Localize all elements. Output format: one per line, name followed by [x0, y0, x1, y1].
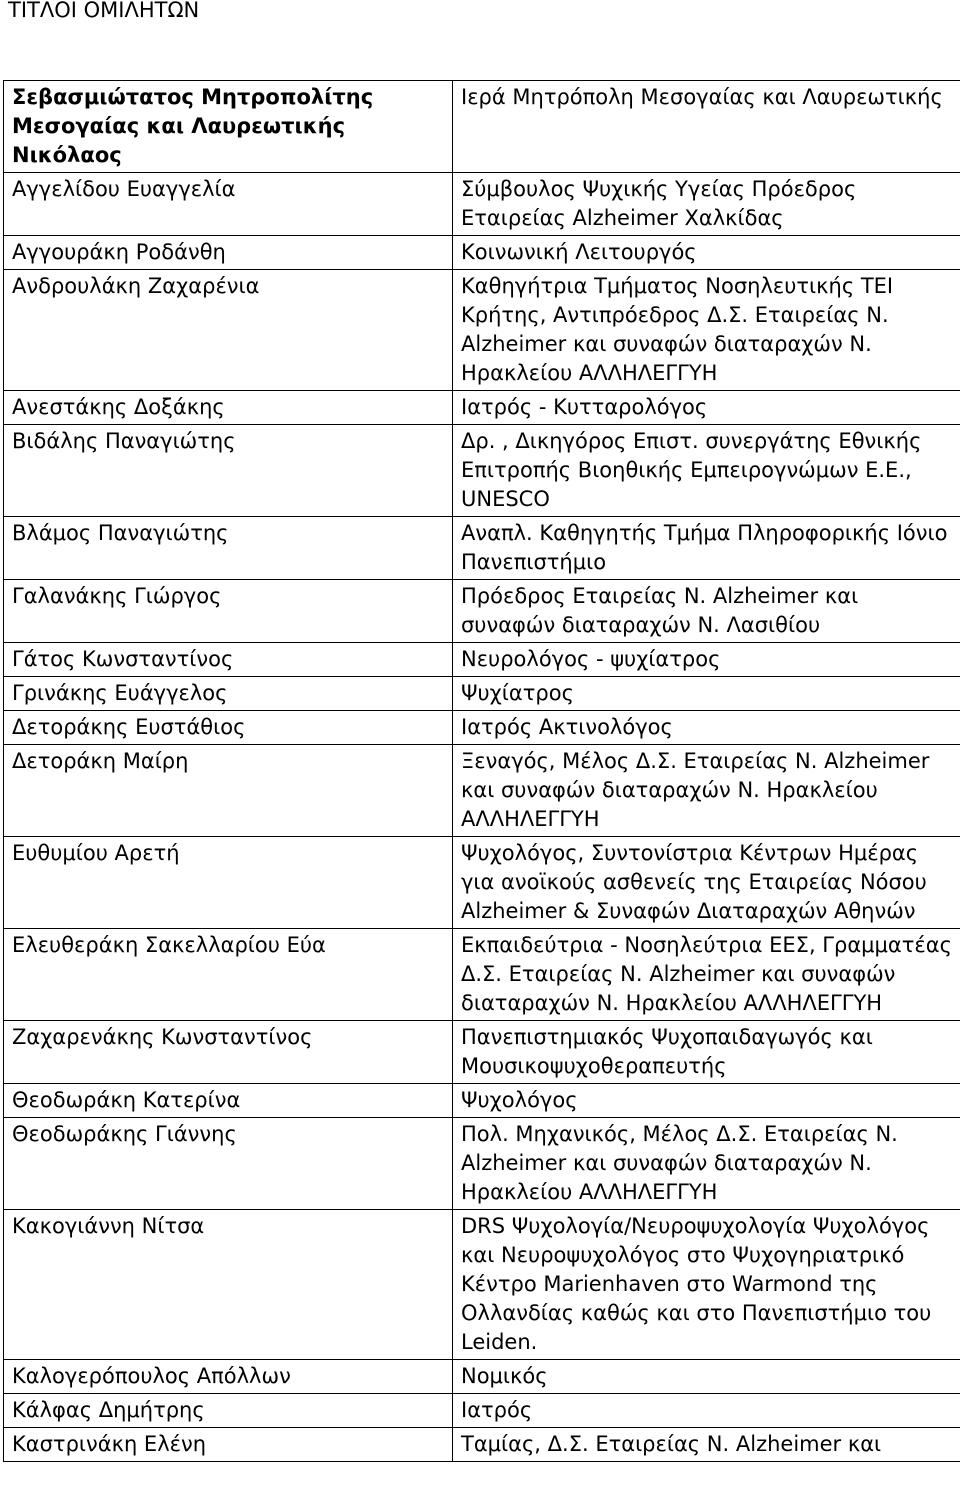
speaker-name: Ευθυμίου Αρετή — [4, 837, 453, 929]
speaker-title: Πολ. Μηχανικός, Μέλος Δ.Σ. Εταιρείας Ν. Alzheimer και συναφών διαταραχών Ν. Ηρακλείου ΑΛΛΗΛΕΓΓΥΗ — [453, 1118, 960, 1210]
speaker-name: Δετοράκης Ευστάθιος — [4, 711, 453, 745]
speaker-name: Ανδρουλάκη Ζαχαρένια — [4, 270, 453, 391]
speaker-row — [4, 837, 960, 929]
speakers-table — [3, 80, 960, 1462]
speaker-title: Εκπαιδεύτρια - Νοσηλεύτρια ΕΕΣ, Γραμματέας Δ.Σ. Εταιρείας Ν. Alzheimer και συναφών διαταραχών Ν. Ηρακλείου ΑΛΛΗΛΕΓΓΥΗ — [453, 929, 960, 1021]
speakers-table-body — [4, 81, 960, 1462]
speaker-name: Θεοδωράκη Κατερίνα — [4, 1084, 453, 1118]
speaker-row — [4, 745, 960, 837]
speaker-name: Βλάμος Παναγιώτης — [4, 517, 453, 580]
speaker-title: Νομικός — [453, 1360, 960, 1394]
speaker-row — [4, 580, 960, 643]
speaker-title: Ψυχολόγος — [453, 1084, 960, 1118]
speaker-title: Ψυχίατρος — [453, 677, 960, 711]
speaker-name: Θεοδωράκης Γιάννης — [4, 1118, 453, 1210]
speaker-row — [4, 1118, 960, 1210]
speaker-row — [4, 425, 960, 517]
speaker-name: Αγγελίδου Ευαγγελία — [4, 173, 453, 236]
speaker-row — [4, 643, 960, 677]
speaker-name: Γρινάκης Ευάγγελος — [4, 677, 453, 711]
speaker-title: Σύμβουλος Ψυχικής Υγείας Πρόεδρος Εταιρείας Alzheimer Χαλκίδας — [453, 173, 960, 236]
speaker-title: Ταμίας, Δ.Σ. Εταιρείας Ν. Alzheimer και — [453, 1428, 960, 1462]
speaker-name: Καστρινάκη Ελένη — [4, 1428, 453, 1462]
speaker-row — [4, 1021, 960, 1084]
speaker-title: Νευρολόγος - ψυχίατρος — [453, 643, 960, 677]
speaker-name: Γάτος Κωνσταντίνος — [4, 643, 453, 677]
speaker-name: Ζαχαρενάκης Κωνσταντίνος — [4, 1021, 453, 1084]
speaker-title: Ξεναγός, Μέλος Δ.Σ. Εταιρείας Ν. Alzheimer και συναφών διαταραχών Ν. Ηρακλείου ΑΛΛΗΛΕΓΓΥΗ — [453, 745, 960, 837]
speaker-title: Ιατρός - Κυτταρολόγος — [453, 391, 960, 425]
speaker-title: Ψυχολόγος, Συντονίστρια Κέντρων Ημέρας για ανοϊκούς ασθενείς της Εταιρείας Νόσου Alzheimer & Συναφών Διαταραχών Αθηνών — [453, 837, 960, 929]
speaker-name: Κάλφας Δημήτρης — [4, 1394, 453, 1428]
speaker-name: Αγγουράκη Ροδάνθη — [4, 236, 453, 270]
speaker-row — [4, 391, 960, 425]
speaker-row — [4, 1428, 960, 1462]
speaker-row — [4, 236, 960, 270]
page-title: ΤΙΤΛΟΙ ΟΜΙΛΗΤΩΝ — [8, 0, 200, 22]
speaker-row — [4, 81, 960, 173]
speaker-row — [4, 270, 960, 391]
speaker-name: Ελευθεράκη Σακελλαρίου Εύα — [4, 929, 453, 1021]
speaker-row — [4, 1084, 960, 1118]
speaker-title: Δρ. , Δικηγόρος Επιστ. συνεργάτης Εθνικής Επιτροπής Βιοηθικής Εμπειρογνώμων Ε.Ε., UNESCO — [453, 425, 960, 517]
speaker-name-bold: Σεβασμιώτατος Μητροπολίτης Μεσογαίας και Λαυρεωτικής Νικόλαος — [12, 85, 374, 167]
speaker-row — [4, 929, 960, 1021]
speaker-name: Δετοράκη Μαίρη — [4, 745, 453, 837]
speaker-row — [4, 1360, 960, 1394]
speaker-title: Πρόεδρος Εταιρείας Ν. Alzheimer και συναφών διαταραχών Ν. Λασιθίου — [453, 580, 960, 643]
speaker-row — [4, 677, 960, 711]
speaker-name: Βιδάλης Παναγιώτης — [4, 425, 453, 517]
speaker-title: Αναπλ. Καθηγητής Τμήμα Πληροφορικής Ιόνιο Πανεπιστήμιο — [453, 517, 960, 580]
speaker-title: Κοινωνική Λειτουργός — [453, 236, 960, 270]
speaker-title: DRS Ψυχολογία/Νευροψυχολογία Ψυχολόγος και Νευροψυχολόγος στο Ψυχογηριατρικό Κέντρο Marienhaven στο Warmond της Ολλανδίας καθώς και στο Πανεπιστήμιο του Leiden. — [453, 1210, 960, 1360]
speaker-row — [4, 711, 960, 745]
speaker-name: Κακογιάννη Νίτσα — [4, 1210, 453, 1360]
speaker-row — [4, 1210, 960, 1360]
speaker-row — [4, 173, 960, 236]
speaker-name: Γαλανάκης Γιώργος — [4, 580, 453, 643]
speaker-name: Ανεστάκης Δοξάκης — [4, 391, 453, 425]
speaker-title: Ιατρός — [453, 1394, 960, 1428]
speaker-title: Πανεπιστημιακός Ψυχοπαιδαγωγός και Μουσικοψυχοθεραπευτής — [453, 1021, 960, 1084]
speaker-title: Ιατρός Ακτινολόγος — [453, 711, 960, 745]
speaker-title: Καθηγήτρια Τμήματος Νοσηλευτικής ΤΕΙ Κρήτης, Αντιπρόεδρος Δ.Σ. Εταιρείας Ν. Alzheimer και συναφών διαταραχών Ν. Ηρακλείου ΑΛΛΗΛΕΓΓΥΗ — [453, 270, 960, 391]
speaker-row — [4, 1394, 960, 1428]
speaker-title: Ιερά Μητρόπολη Μεσογαίας και Λαυρεωτικής — [453, 81, 960, 173]
speaker-name: Καλογερόπουλος Απόλλων — [4, 1360, 453, 1394]
speaker-row — [4, 517, 960, 580]
speaker-name — [4, 81, 453, 173]
